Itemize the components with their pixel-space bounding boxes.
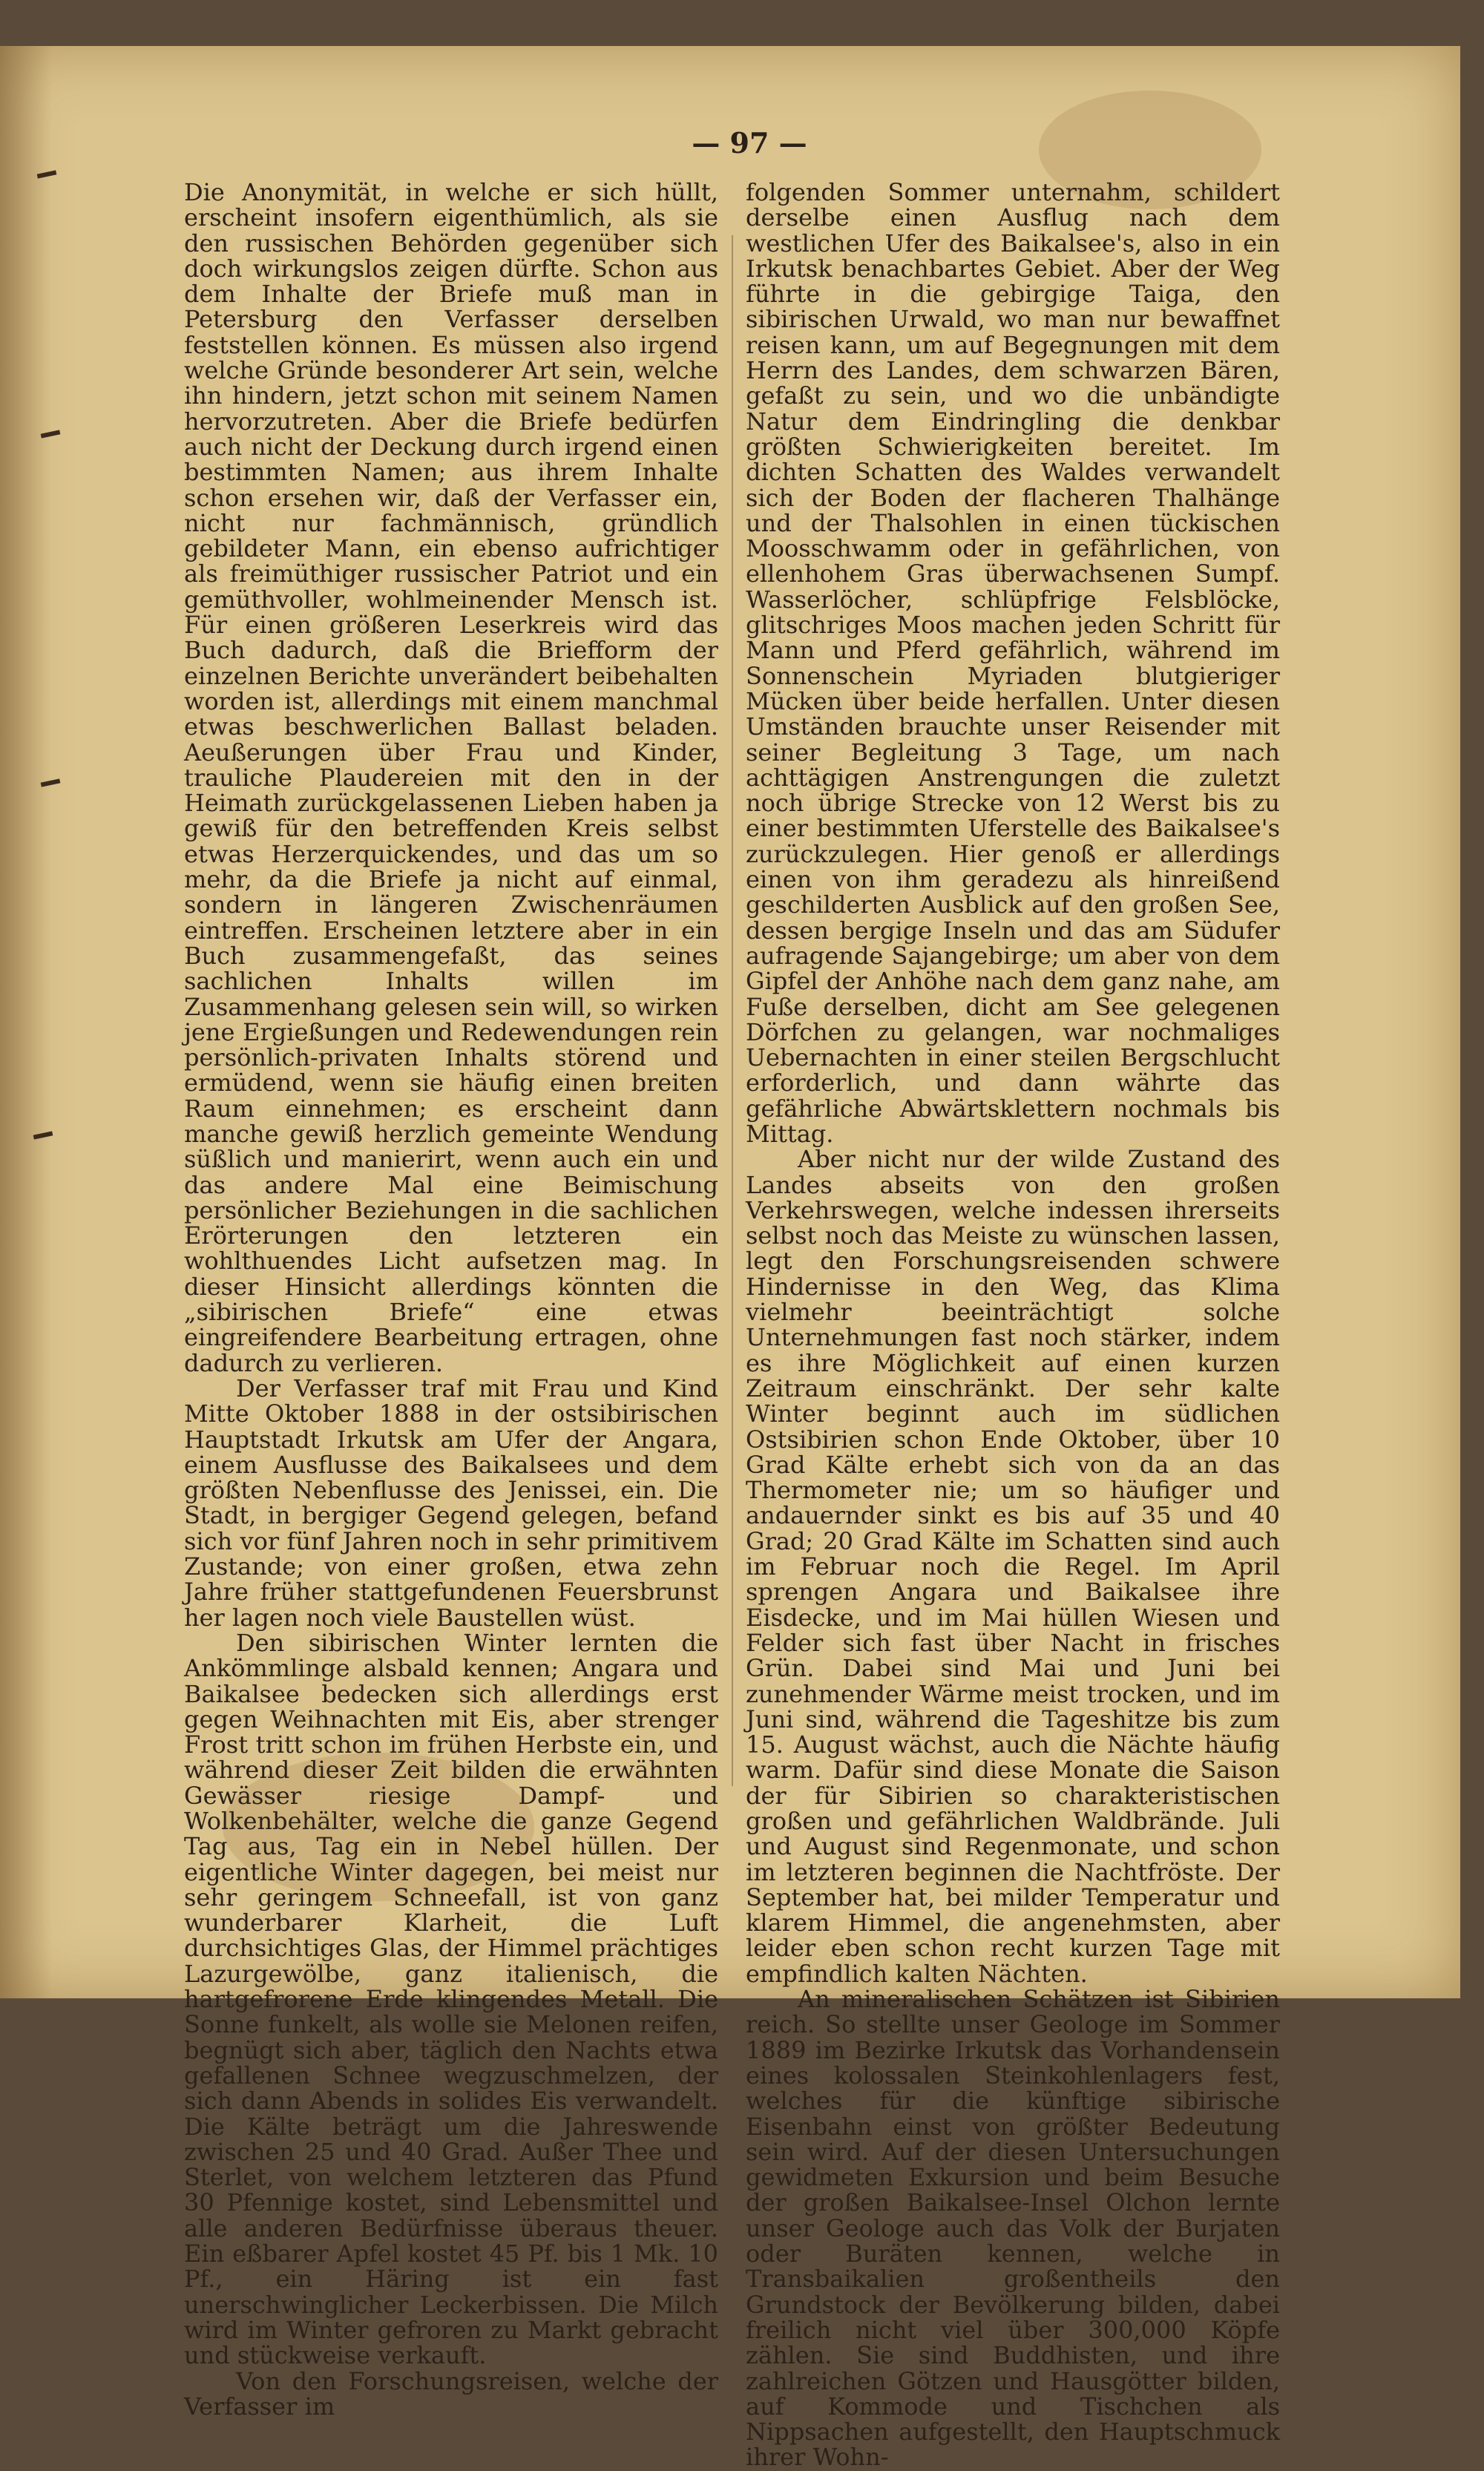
newspaper-page [0, 46, 1460, 2471]
paragraph: Von den Forschungsreisen, welche der Verfasser im [184, 2366, 718, 2421]
paragraph: Den sibirischen Winter lernten die Ankömmlinge alsbald kennen; Angara und Baikalsee bedecken sich allerdings erst gegen Weihnachten mit Eis, aber strenger Frost tritt schon im frühen Herbste ein, und während dieser Zeit bilden die erwähnten Gewässer riesige Dampf- und Wolkenbehälter, welche die ganze Gegend Tag aus, Tag ein in Nebel hüllen. Der eigentliche Winter dagegen, bei meist nur sehr geringem Schneefall, ist von ganz wunderbarer Klarheit, die Luft durchsichtiges Glas, der Himmel prächtiges Lazurgewölbe, ganz italienisch, die hartgefrorene Erde klingendes Metall. Die Sonne funkelt, als wolle sie Melonen reifen, begnügt sich aber, täglich den Nachts etwa gefallenen Schnee wegzuschmelzen, der sich dann Abends in solides Eis verwandelt. Die Kälte beträgt um die Jahreswende zwischen 25 und 40 Grad. Außer Thee und Sterlet, von welchem letzteren das Pfund 30 Pfennige kostet, sind Lebensmittel und alle anderen Bedürfnisse überaus theuer. Ein eßbarer Apfel kostet 45 Pf. bis 1 Mk. 10 Pf., ein Häring ist ein fast unerschwinglicher Leckerbissen. Die Milch wird im Winter gefroren zu Markt gebracht und stückweise verkauft. [184, 1628, 718, 2370]
paragraph: folgenden Sommer unternahm, schildert derselbe einen Ausflug nach dem westlichen Ufer des Baikalsee's, also in ein Irkutsk benachbartes Gebiet. Aber der Weg führte in die gebirgige Taiga, den sibirischen Urwald, wo man nur bewaffnet reisen kann, um auf Begegnungen mit dem Herrn des Landes, dem schwarzen Bären, gefaßt zu sein, und wo die unbändigte Natur dem Eindringling die denkbar größten Schwierigkeiten bereitet. Im dichten Schatten des Waldes verwandelt sich der Boden der flacheren Thalhänge und der Thalsohlen in einen tückischen Moosschwamm oder in gefährlichen, von ellenhohem Gras überwachsenen Sumpf. Wasserlöcher, schlüpfrige Felsblöcke, glitschriges Moos machen jeden Schritt für Mann und Pferd gefährlich, während im Sonnenschein Myriaden blutgieriger Mücken über beide herfallen. Unter diesen Umständen brauchte unser Reisender mit seiner Begleitung 3 Tage, um nach achttägigen Anstrengungen die zuletzt noch übrige Strecke von 12 Werst bis zu einer bestimmten Uferstelle des Baikalsee's zurückzulegen. Hier genoß er allerdings einen von ihm geradezu als hinreißend geschilderten Ausblick auf den großen See, dessen bergige Inseln und das am Südufer aufragende Sajangebirge; um aber von dem Gipfel der Anhöhe nach dem ganz nahe, am Fuße derselben, dicht am See gelegenen Dörfchen zu gelangen, war nochmaliges Uebernachten in einer steilen Bergschlucht erforderlich, und dann währte das gefährliche Abwärtsklettern nochmals bis Mittag. [746, 178, 1280, 1148]
page-fold-shadow [0, 46, 52, 1998]
page-number: — 97 — [692, 126, 807, 160]
paragraph: Aber nicht nur der wilde Zustand des Landes abseits von den großen Verkehrswegen, welche indessen ihrerseits selbst noch das Meiste zu wünschen lassen, legt den Forschungsreisenden schwere Hindernisse in den Weg, das Klima vielmehr beeinträchtigt solche Unternehmungen fast noch stärker, indem es ihre Möglichkeit auf einen kurzen Zeitraum einschränkt. Der sehr kalte Winter beginnt auch im südlichen Ostsibirien schon Ende Oktober, über 10 Grad Kälte erhebt sich von da an das Thermometer nie; um so häufiger und andauernder sinkt es bis auf 35 und 40 Grad; 20 Grad Kälte im Schatten sind auch im Februar noch die Regel. Im April sprengen Angara und Baikalsee ihre Eisdecke, und im Mai hüllen Wiesen und Felder sich fast über Nacht in frisches Grün. Dabei sind Mai und Juni bei zunehmender Wärme meist trocken, und im Juni sind, während die Tageshitze bis zum 15. August wächst, auch die Nächte häufig warm. Dafür sind diese Monate die Saison der für Sibirien so charakteristischen großen und gefährlichen Waldbrände. Juli und August sind Regenmonate, und schon im letzteren beginnen die Nachtfröste. Der September hat, bei milder Temperatur und klarem Himmel, die angenehmsten, aber leider eben schon recht kurzen Tage mit empfindlich kalten Nächten. [746, 1145, 1280, 1988]
paragraph: Der Verfasser traf mit Frau und Kind Mitte Oktober 1888 in der ostsibirischen Hauptstadt Irkutsk am Ufer der Angara, einem Ausflusse des Baikalsees und dem größten Nebenflusse des Jenissei, ein. Die Stadt, in bergiger Gegend gelegen, befand sich vor fünf Jahren noch in sehr primitivem Zustande; von einer großen, etwa zehn Jahre früher stattgefundenen Feuersbrunst her lagen noch viele Baustellen wüst. [184, 1374, 718, 1632]
paragraph: Die Anonymität, in welche er sich hüllt, erscheint insofern eigenthümlich, als sie den russischen Behörden gegenüber sich doch wirkungslos zeigen dürfte. Schon aus dem Inhalte der Briefe muß man in Petersburg den Verfasser derselben feststellen können. Es müssen also irgend welche Gründe besonderer Art sein, welche ihn hindern, jetzt schon mit seinem Namen hervorzutreten. Aber die Briefe bedürfen auch nicht der Deckung durch irgend einen bestimmten Namen; aus ihrem Inhalte schon ersehen wir, daß der Verfasser ein, nicht nur fachmännisch, gründlich gebildeter Mann, ein ebenso aufrichtiger als freimüthiger russischer Patriot und ein gemüthvoller, wohlmeinender Mensch ist. Für einen größeren Leserkreis wird das Buch dadurch, daß die Briefform der einzelnen Berichte unverändert beibehalten worden ist, allerdings mit einem manchmal etwas beschwerlichen Ballast beladen. Aeußerungen über Frau und Kinder, trauliche Plaudereien mit den in der Heimath zurückgelassenen Lieben haben ja gewiß für den betreffenden Kreis selbst etwas Herzerquickendes, und das um so mehr, da die Briefe ja nicht auf einmal, sondern in längeren Zwischenräumen eintreffen. Erscheinen letztere aber in ein Buch zusammengefaßt, das seines sachlichen Inhalts willen im Zusammenhang gelesen sein will, so wirken jene Ergießungen und Redewendungen rein persönlich-privaten Inhalts störend und ermüdend, wenn sie häufig einen breiten Raum einnehmen; es erscheint dann manche gewiß herzlich gemeinte Wendung süßlich und manierirt, wenn auch ein und das andere Mal eine Beimischung persönlicher Beziehungen in die sachlichen Erörterungen den letzteren ein wohlthuendes Licht aufsetzen mag. In dieser Hinsicht allerdings könnten die „sibirischen Briefe“ eine etwas eingreifendere Bearbeitung ertragen, ohne dadurch zu verlieren. [184, 178, 718, 1377]
left-column [184, 180, 718, 2419]
column-divider [732, 235, 733, 1786]
paragraph: An mineralischen Schätzen ist Sibirien reich. So stellte unser Geologe im Sommer 1889 im Bezirke Irkutsk das Vorhandensein eines kolossalen Steinkohlenlagers fest, welches für die künftige sibirische Eisenbahn einst von größter Bedeutung sein wird. Auf der diesen Untersuchungen gewidmeten Exkursion und beim Besuche der großen Baikalsee-Insel Olchon lernte unser Geologe auch das Volk der Burjaten oder Buräten kennen, welche in Transbaikalien großentheils den Grundstock der Bevölkerung bilden, dabei freilich nicht viel über 300,000 Köpfe zählen. Sie sind Buddhisten, und ihre zahlreichen Götzen und Hausgötter bilden, auf Kommode und Tischchen als Nippsachen aufgestellt, den Hauptschmuck ihrer Wohn- [746, 1985, 1280, 2471]
right-column [746, 180, 1280, 2470]
